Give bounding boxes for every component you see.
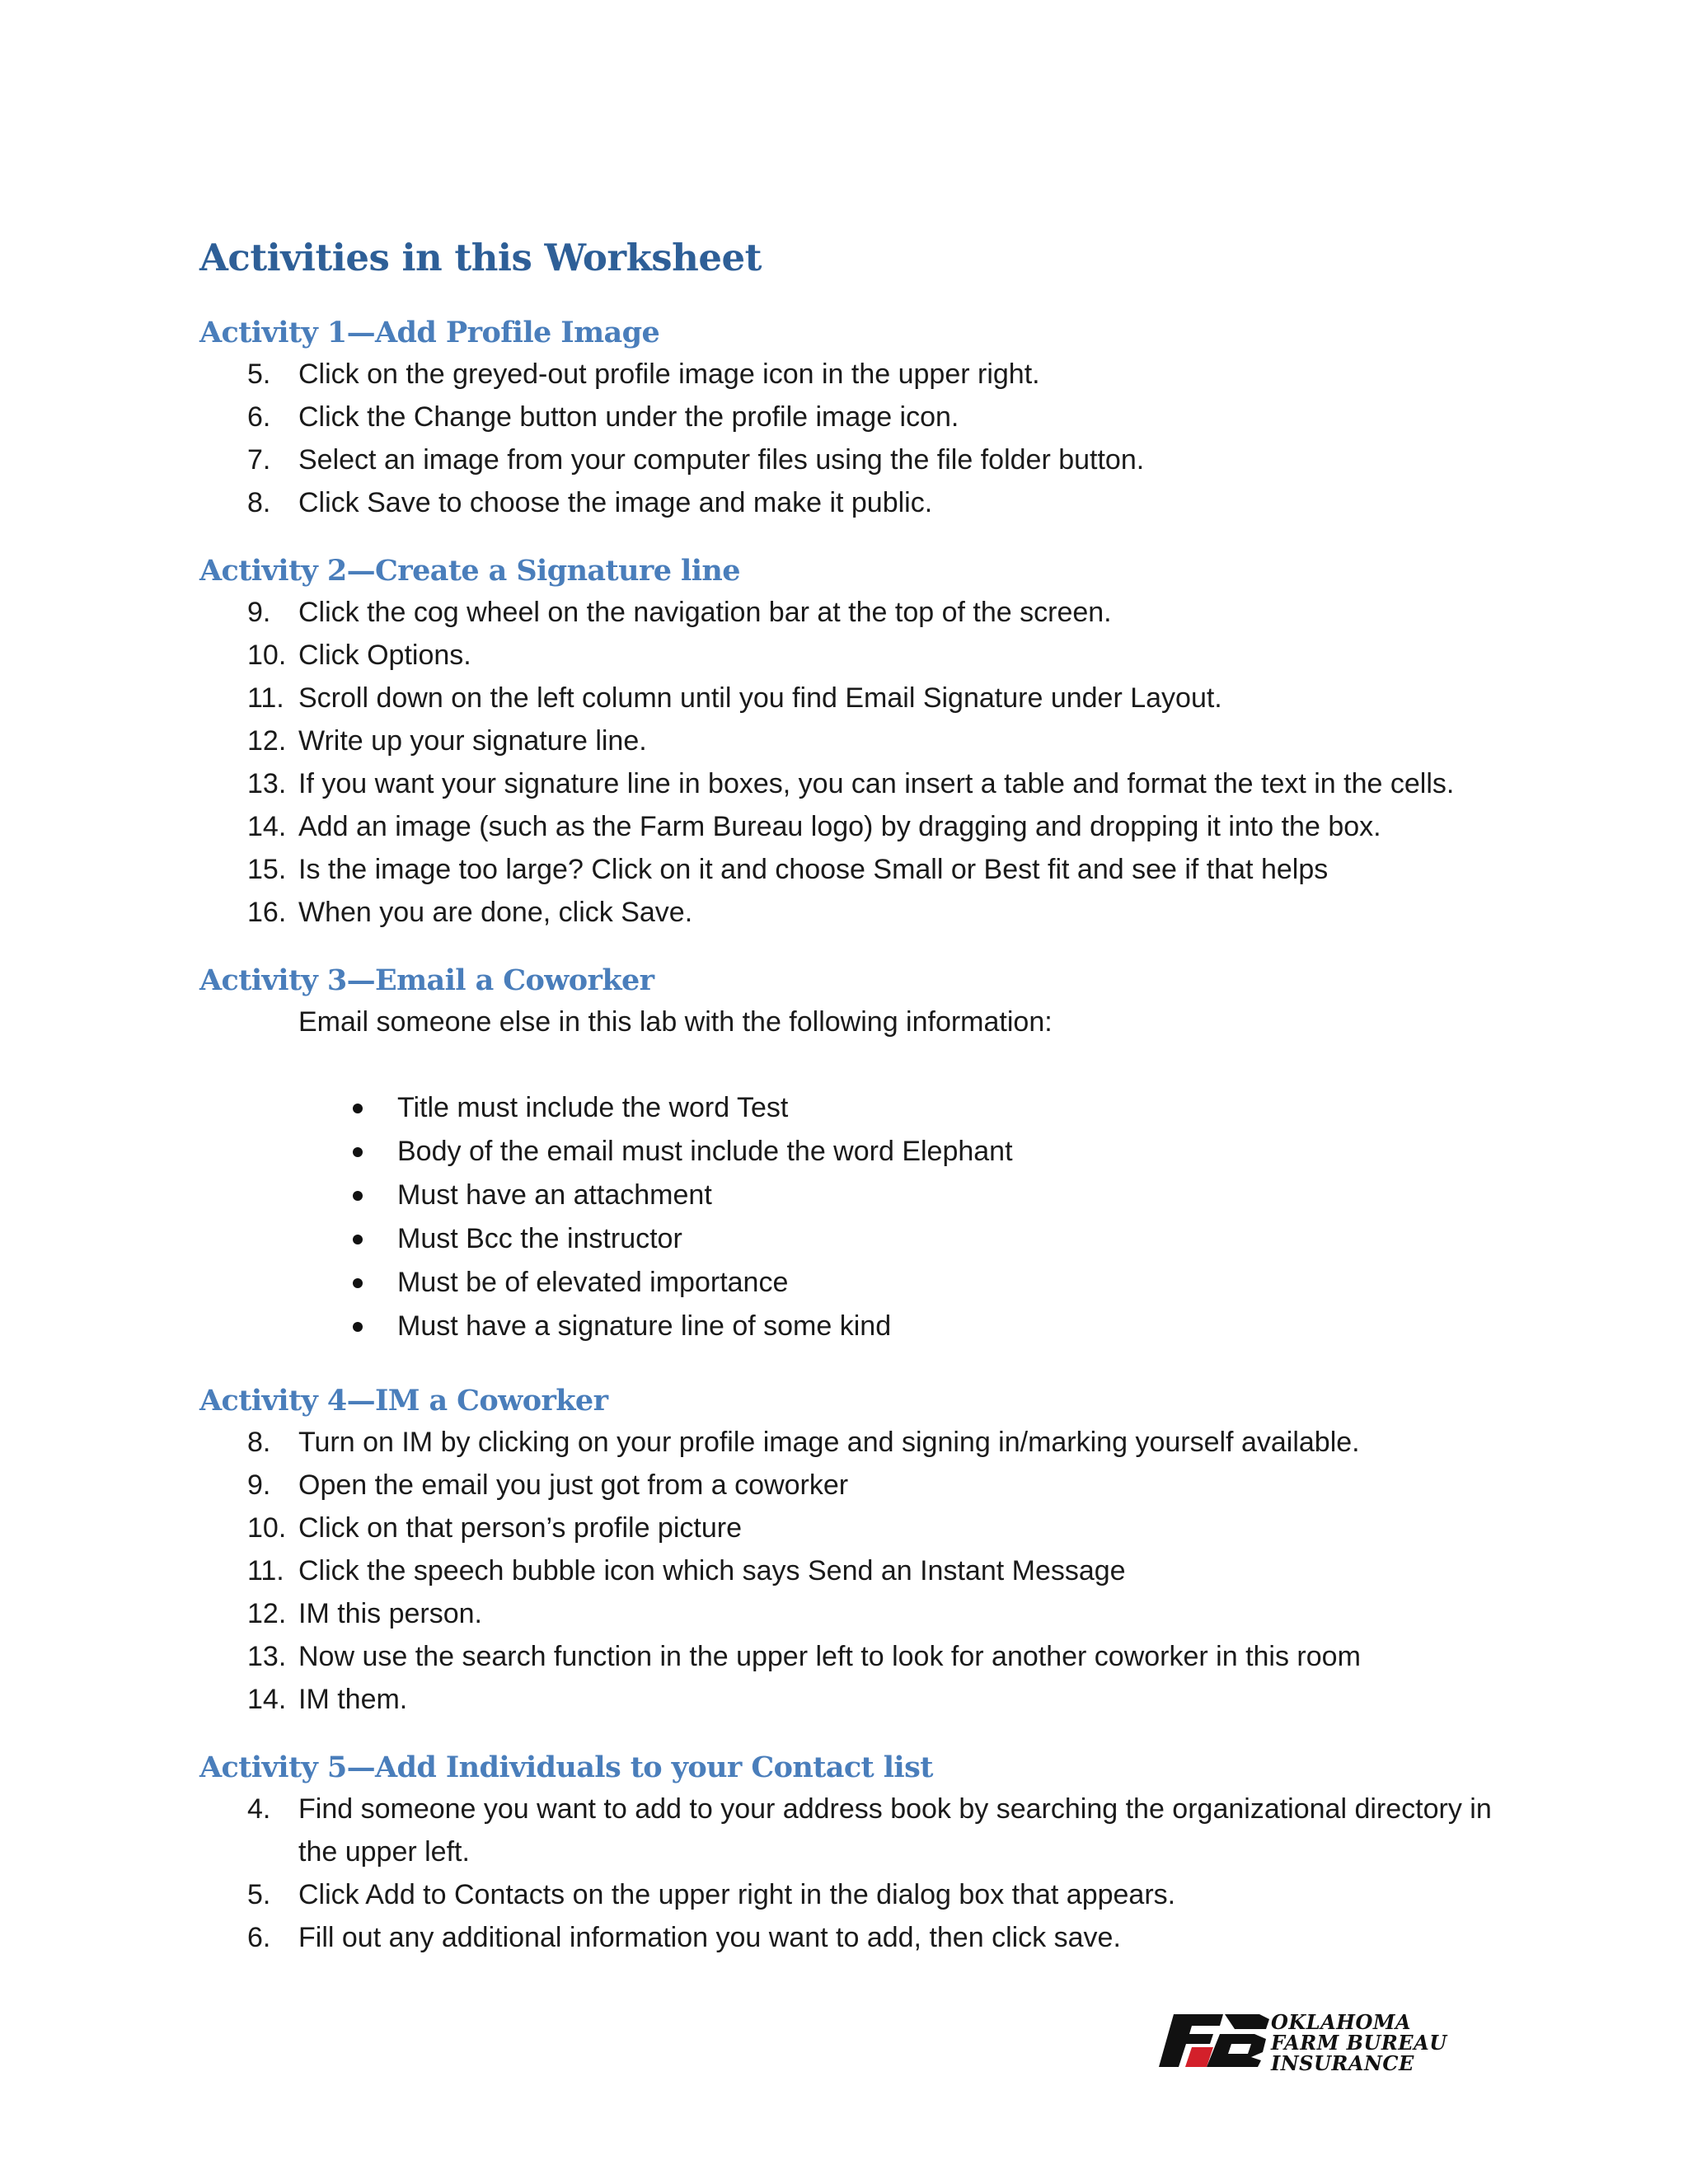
- page-title: Activities in this Worksheet: [199, 236, 762, 279]
- list-item: [199, 1086, 1518, 1130]
- step-text: Click the Change button under the profile image icon.: [298, 401, 959, 433]
- step-number: 7.: [247, 444, 271, 476]
- list-item: [199, 438, 1518, 481]
- step-text: Write up your signature line.: [298, 725, 647, 757]
- bullet-icon: [353, 1147, 363, 1157]
- step-text: Add an image (such as the Farm Bureau logo) by dragging and dropping it into the box.: [298, 811, 1381, 842]
- step-number: 16.: [247, 897, 287, 928]
- step-text: Find someone you want to add to your address book by searching the organizational directory in the upper left.: [298, 1793, 1492, 1868]
- step-text: Click Add to Contacts on the upper right in the dialog box that appears.: [298, 1879, 1176, 1910]
- bullet-icon: [353, 1235, 363, 1244]
- step-number: 9.: [247, 1469, 271, 1501]
- list-item: [199, 1174, 1518, 1217]
- step-number: 12.: [247, 1598, 287, 1629]
- activity-4-steps: [199, 1421, 1518, 1721]
- step-number: 5.: [247, 359, 271, 390]
- list-item: [199, 1788, 1535, 1873]
- activity-1-steps: [199, 353, 1518, 524]
- activity-3-section: [199, 961, 1518, 1348]
- step-text: When you are done, click Save.: [298, 897, 693, 928]
- list-item: [199, 719, 1518, 762]
- list-item: [199, 1916, 1518, 1959]
- list-item: [199, 891, 1518, 934]
- step-text: Is the image too large? Click on it and choose Small or Best fit and see if that helps: [298, 854, 1329, 885]
- bullet-text: Must Bcc the instructor: [397, 1223, 682, 1254]
- logo-line-3: INSURANCE: [1271, 2051, 1414, 2075]
- step-number: 14.: [247, 811, 287, 842]
- step-number: 10.: [247, 640, 287, 671]
- list-item: [199, 1635, 1518, 1678]
- bullet-icon: [353, 1191, 363, 1201]
- activity-3-heading: Activity 3—Email a Coworker: [199, 963, 654, 997]
- list-item: [199, 1507, 1518, 1549]
- list-item: [199, 396, 1518, 438]
- activity-5-section: [199, 1748, 1518, 1959]
- step-text: Now use the search function in the upper left to look for another coworker in this room: [298, 1641, 1361, 1672]
- list-item: [199, 1873, 1518, 1916]
- step-text: Click on the greyed-out profile image icon in the upper right.: [298, 359, 1040, 390]
- bullet-text: Must have a signature line of some kind: [397, 1310, 892, 1342]
- bullet-text: Must be of elevated importance: [397, 1267, 789, 1298]
- step-text: Scroll down on the left column until you find Email Signature under Layout.: [298, 682, 1222, 714]
- bullet-icon: [353, 1104, 363, 1113]
- step-text: Click Save to choose the image and make it public.: [298, 487, 933, 518]
- activity-2-section: [199, 551, 1518, 934]
- step-number: 12.: [247, 725, 287, 757]
- step-text: Fill out any additional information you want to add, then click save.: [298, 1922, 1121, 1953]
- step-text: Turn on IM by clicking on your profile image and signing in/marking yourself available.: [298, 1427, 1360, 1458]
- step-number: 15.: [247, 854, 287, 885]
- list-item: [199, 1421, 1518, 1464]
- activity-4-section: [199, 1381, 1518, 1721]
- farm-bureau-logo: [1156, 2011, 1469, 2077]
- list-item: [199, 634, 1518, 677]
- step-number: 11.: [247, 1555, 284, 1586]
- list-item: [199, 1217, 1518, 1261]
- step-number: 6.: [247, 401, 271, 433]
- activity-2-heading: Activity 2—Create a Signature line: [199, 554, 740, 588]
- list-item: [199, 1305, 1518, 1348]
- activity-5-steps: [199, 1788, 1518, 1959]
- step-number: 13.: [247, 1641, 287, 1672]
- step-text: IM them.: [298, 1684, 408, 1715]
- logo-line-2: FARM BUREAU: [1271, 2031, 1447, 2055]
- list-item: [199, 762, 1518, 805]
- list-item: [199, 1678, 1518, 1721]
- step-text: If you want your signature line in boxes, you can insert a table and format the text in the cells.: [298, 768, 1455, 799]
- bullet-text: Body of the email must include the word Elephant: [397, 1136, 1013, 1167]
- step-text: IM this person.: [298, 1598, 482, 1629]
- step-number: 11.: [247, 682, 284, 714]
- step-number: 4.: [247, 1793, 271, 1825]
- step-text: Click Options.: [298, 640, 471, 671]
- bullet-icon: [353, 1278, 363, 1288]
- step-text: Click the cog wheel on the navigation bar at the top of the screen.: [298, 597, 1112, 628]
- step-text: Click the speech bubble icon which says Send an Instant Message: [298, 1555, 1126, 1586]
- list-item: [199, 1464, 1518, 1507]
- activity-5-heading: Activity 5—Add Individuals to your Contact list: [199, 1750, 933, 1784]
- bullet-text: Title must include the word Test: [397, 1092, 789, 1123]
- list-item: [199, 353, 1518, 396]
- list-item: [199, 848, 1518, 891]
- activity-1-heading: Activity 1—Add Profile Image: [199, 316, 660, 349]
- step-number: 5.: [247, 1879, 271, 1910]
- activity-2-steps: [199, 591, 1518, 934]
- list-item: [199, 1592, 1518, 1635]
- step-text: Select an image from your computer files using the file folder button.: [298, 444, 1145, 476]
- step-number: 10.: [247, 1512, 287, 1544]
- activity-4-heading: Activity 4—IM a Coworker: [199, 1384, 608, 1418]
- logo-wordmark: [1271, 2010, 1447, 2075]
- bullet-icon: [353, 1322, 363, 1332]
- list-item: [199, 591, 1518, 634]
- list-item: [199, 1261, 1518, 1305]
- bullet-text: Must have an attachment: [397, 1179, 712, 1211]
- step-number: 8.: [247, 487, 271, 518]
- activity-3-bullets: [199, 1086, 1518, 1348]
- step-number: 6.: [247, 1922, 271, 1953]
- activity-3-intro: Email someone else in this lab with the following information:: [298, 1006, 1053, 1038]
- activity-1-section: [199, 313, 1518, 524]
- list-item: [199, 805, 1518, 848]
- fb-mark-icon: [1156, 2011, 1271, 2069]
- step-number: 13.: [247, 768, 287, 799]
- step-number: 8.: [247, 1427, 271, 1458]
- list-item: [199, 481, 1518, 524]
- step-text: Click on that person’s profile picture: [298, 1512, 742, 1544]
- list-item: [199, 677, 1518, 719]
- step-number: 14.: [247, 1684, 287, 1715]
- step-text: Open the email you just got from a coworker: [298, 1469, 849, 1501]
- list-item: [199, 1130, 1518, 1174]
- logo-line-1: OKLAHOMA: [1271, 2010, 1412, 2034]
- step-number: 9.: [247, 597, 271, 628]
- list-item: [199, 1549, 1518, 1592]
